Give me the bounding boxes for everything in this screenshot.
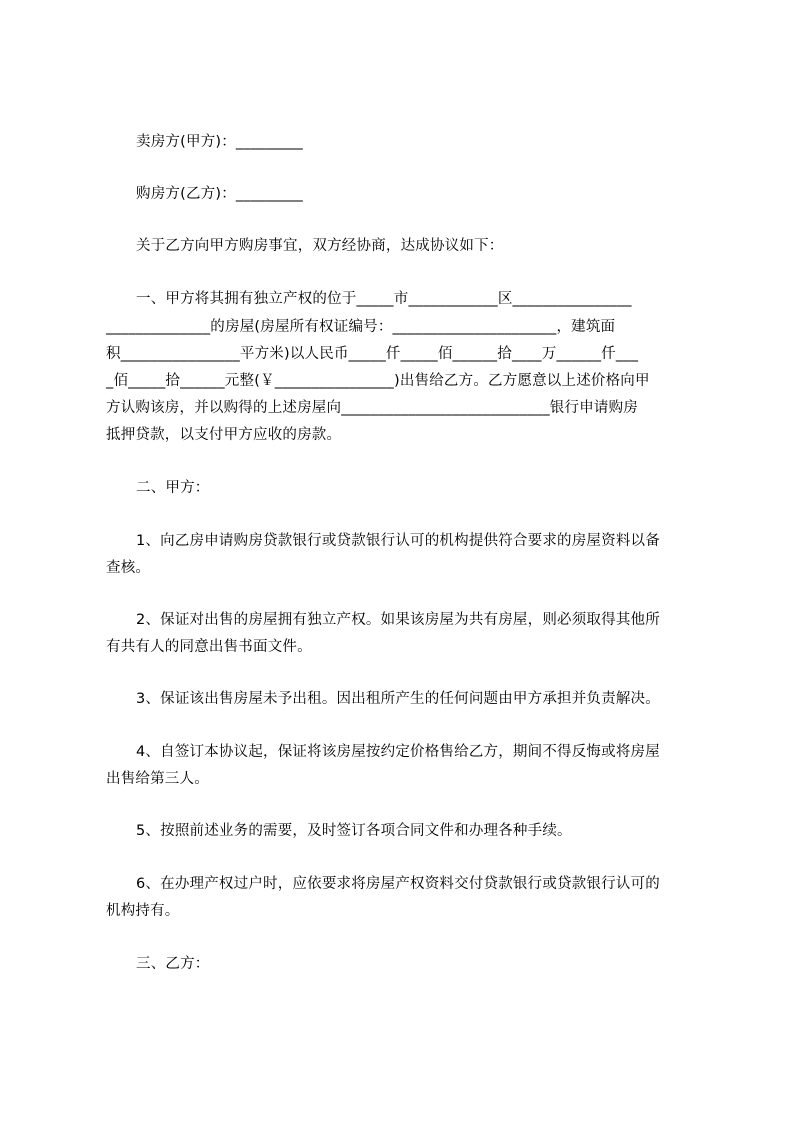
clause1-line: 一、甲方将其拥有独立产权的位于_____市____________区________________ (136, 291, 632, 307)
item1-line: 查核。 (106, 560, 151, 576)
seller-line: 卖房方(甲方)：_________ (136, 134, 303, 150)
item5-line: 5、按照前述业务的需要，及时签订各项合同文件和办理各种手续。 (136, 823, 572, 839)
item1-line: 1、向乙房申请购房贷款银行或贷款银行认可的机构提供符合要求的房屋资料以备 (136, 533, 660, 549)
clause1-line: _佰_____拾______元整(￥________________)出售给乙方。乙方愿意以上述价格向甲 (106, 373, 650, 389)
section2-heading: 二、甲方： (136, 480, 210, 496)
item4-line: 4、自签订本协议起，保证将该房屋按约定价格售给乙方，期间不得反悔或将房屋 (136, 744, 660, 760)
clause1-line: 方认购该房，并以购得的上述房屋向____________________________银行申请购房 (106, 400, 638, 416)
clause1-line: 积________________平方米)以人民币_____仟_____佰______拾____万______仟___ (106, 346, 639, 362)
clause1-line: 抵押贷款，以支付甲方应收的房款。 (106, 427, 342, 443)
item6-line: 6、在办理产权过户时，应依要求将房屋产权资料交付贷款银行或贷款银行认可的 (136, 876, 660, 892)
item2-line: 有共有人的同意出售书面文件。 (106, 639, 312, 655)
section3-heading: 三、乙方： (136, 956, 210, 972)
item4-line: 出售给第三人。 (106, 771, 209, 787)
item3-line: 3、保证该出售房屋未予出租。因出租所产生的任何问题由甲方承担并负责解决。 (136, 691, 660, 707)
intro-paragraph: 关于乙方向甲方购房事宜，双方经协商，达成协议如下： (136, 238, 504, 254)
item6-line: 机构持有。 (106, 903, 180, 919)
buyer-line: 购房方(乙方)：_________ (136, 186, 303, 202)
clause1-line: ______________的房屋(房屋所有权证编号：______________________，建筑面 (106, 319, 616, 335)
item2-line: 2、保证对出售的房屋拥有独立产权。如果该房屋为共有房屋，则必须取得其他所 (136, 612, 660, 628)
